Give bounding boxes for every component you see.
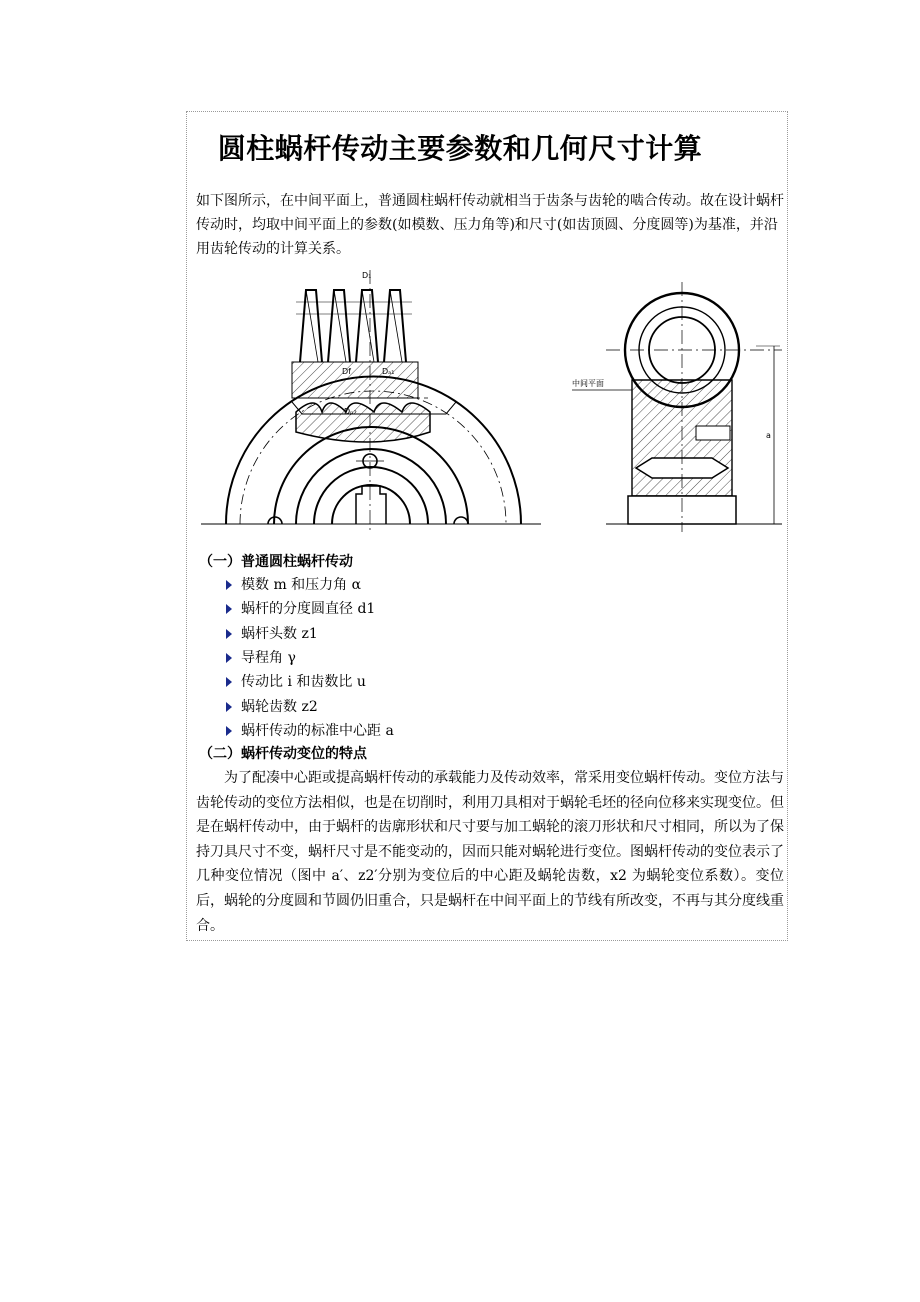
list-item-label: 蜗杆的分度圆直径 d1 — [241, 601, 376, 618]
section2-text: 为了配凑中心距或提高蜗杆传动的承载能力及传动效率，常采用变位蜗杆传动。变位方法与齿轮传动的变位方法相似，也是在切削时，利用刀具相对于蜗轮毛坯的径向位移来实现变位。但是在蜗杆传动中，由于蜗杆的齿廓形状和尺寸要与加工蜗轮的滚刀形状和尺寸相同，所以为了保持刀具尺寸不变，蜗杆尺寸是不能变动的，因而只能对蜗轮进行变位。图蜗杆传动的变位表示了几种变位情况（图中 a′、z2′分别为变位后的中心距及蜗轮齿数，x2 为蜗轮变位系数）。变位后，蜗轮的分度圆和节圆仍旧重合，只是蜗杆在中间平面上的节线有所改变，不再与其分度线重合。 — [196, 770, 784, 934]
worm-gear-figure — [196, 262, 786, 547]
list-item — [226, 719, 394, 743]
list-item — [226, 597, 394, 621]
side-view — [572, 282, 782, 532]
list-item — [226, 622, 394, 646]
triangle-bullet-icon — [226, 604, 232, 614]
label-center-distance: a — [766, 431, 771, 440]
section1-list — [226, 573, 394, 743]
section2-heading: （二）蜗杆传动变位的特点 — [199, 746, 367, 762]
triangle-bullet-icon — [226, 726, 232, 736]
list-item-label: 传动比 i 和齿数比 u — [241, 674, 366, 691]
section2-body — [196, 766, 784, 938]
triangle-bullet-icon — [226, 580, 232, 590]
list-item — [226, 670, 394, 694]
list-item-label: 模数 m 和压力角 α — [241, 577, 362, 594]
list-item-label: 导程角 γ — [241, 650, 296, 667]
section1-heading: （一）普通圆柱蜗杆传动 — [199, 554, 353, 570]
triangle-bullet-icon — [226, 653, 232, 663]
list-item — [226, 646, 394, 670]
triangle-bullet-icon — [226, 702, 232, 712]
list-item-label: 蜗杆传动的标准中心距 a — [241, 722, 394, 739]
triangle-bullet-icon — [226, 677, 232, 687]
label-df: Df — [342, 367, 351, 376]
list-item — [226, 694, 394, 718]
intro-text: 如下图所示，在中间平面上，普通圆柱蜗杆传动就相当于齿条与齿轮的啮合传动。故在设计蜗杆传动时，均取中间平面上的参数(如模数、压力角等)和尺寸(如齿顶圆、分度圆等)为基准，并沿用齿轮传动的计算关系。 — [196, 193, 784, 257]
triangle-bullet-icon — [226, 629, 232, 639]
label-dpa: Dₐ₁ — [382, 367, 395, 376]
list-item-label: 蜗杆头数 z1 — [241, 625, 318, 642]
intro-paragraph — [196, 189, 786, 261]
list-item — [226, 573, 394, 597]
label-d-top: D₁ — [362, 271, 372, 280]
page-title: 圆柱蜗杆传动主要参数和几何尺寸计算 — [217, 132, 703, 165]
label-dp2: Dₚ₂ — [344, 407, 357, 416]
front-view — [201, 270, 541, 532]
label-mid-plane: 中间平面 — [572, 379, 604, 388]
list-item-label: 蜗轮齿数 z2 — [241, 698, 318, 715]
